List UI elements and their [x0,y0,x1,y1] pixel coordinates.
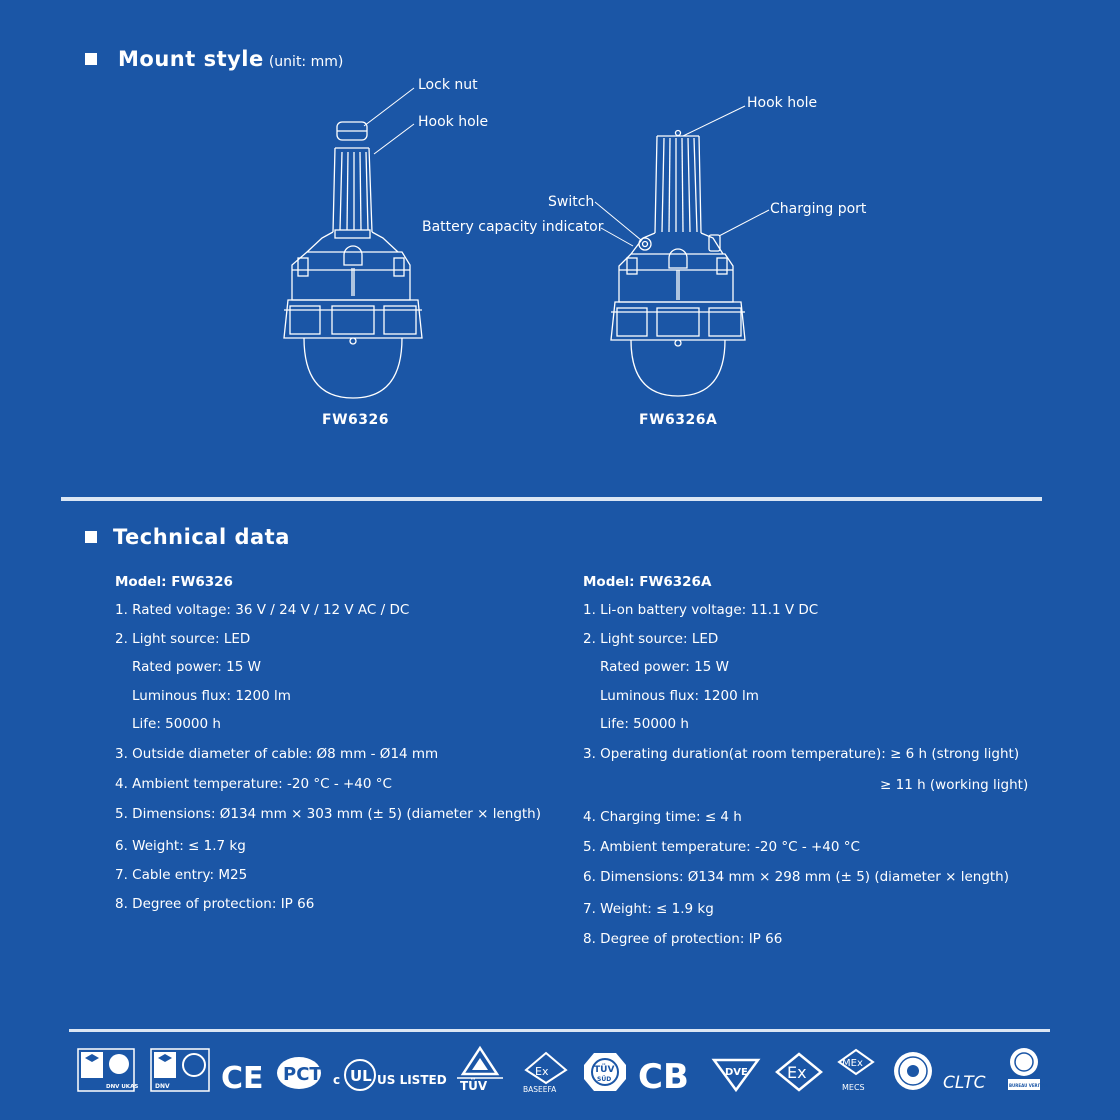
spec-line: Rated power: 15 W [132,659,261,675]
bureau-veritas-logo [1006,1046,1048,1092]
section-bullet [85,53,97,65]
spec-line: 6. Dimensions: Ø134 mm × 298 mm (± 5) (diameter × length) [583,869,1010,885]
ul-listed-text: US LISTED [377,1073,447,1087]
cltc-logo [943,1068,999,1092]
spec-line: 8. Degree of protection: IP 66 [583,931,783,947]
mount-unit: (unit: mm) [268,54,344,70]
cb-logo [638,1056,698,1097]
spec-line: 5. Dimensions: Ø134 mm × 303 mm (± 5) (diameter × length) [115,806,542,822]
spec-line: 8. Degree of protection: IP 66 [115,896,315,912]
tuv-logo [455,1046,505,1092]
callout-charging-port: Charging port [770,201,867,217]
cb-text: CB [638,1057,689,1097]
spec-line: 2. Light source: LED [583,631,719,647]
section-title-mount [118,47,343,71]
baseefa-ex-text: Ex [535,1065,549,1078]
section-bullet [85,531,97,543]
ce-logo [221,1058,265,1096]
ul-mark-text: UL [350,1067,372,1085]
spec-line: 7. Cable entry: M25 [115,867,248,883]
baseefa-text: BASEEFA [523,1085,557,1094]
mount-title: Mount style [118,47,264,71]
lamp-fw6326a-leaders [595,100,775,260]
tuv-text: TÜV [460,1079,488,1093]
ce-text: CE [221,1061,264,1096]
dnv-ukas-logo [77,1048,139,1092]
spec-line: Life: 50000 h [132,716,221,732]
footer-divider [69,1029,1050,1032]
cltc-text: CLTC [943,1073,986,1093]
spec-line: 2. Light source: LED [115,631,251,647]
pct-logo [275,1052,325,1092]
tuv-sud-logo [582,1051,628,1093]
spec-line: 3. Outside diameter of cable: Ø8 mm - Ø14 mm [115,746,439,762]
mecs-logo [836,1048,876,1094]
tuv-sud-sub-text: SÜD [597,1076,612,1083]
bureau-veritas-text: BUREAU VERITAS [1009,1083,1048,1088]
spec-line: 4. Charging time: ≤ 4 h [583,809,742,825]
spec-line: ≥ 11 h (working light) [880,777,1029,793]
model-fw6326-heading: Model: FW6326 [115,574,233,590]
spec-line: 1. Rated voltage: 36 V / 24 V / 12 V AC / DC [115,602,410,618]
baseefa-logo [520,1050,572,1094]
lamp-fw6326a-label: FW6326A [639,412,718,428]
ul-listed-logo [333,1058,447,1092]
mecs-mark-text: MEx [842,1058,863,1069]
pct-text: PCT [283,1064,322,1085]
spec-line: Life: 50000 h [600,716,689,732]
ex-logo [774,1052,824,1092]
dnv-ukas-text: DNV UKAS [106,1084,139,1090]
spec-line: 4. Ambient temperature: -20 °C - +40 °C [115,776,392,792]
dnv-logo [150,1048,210,1092]
model-fw6326a-heading: Model: FW6326A [583,574,712,590]
tech-title: Technical data [113,525,290,549]
callout-battery-indicator: Battery capacity indicator [422,219,604,235]
lamp-fw6326-label: FW6326 [322,412,389,428]
spec-line: Luminous flux: 1200 lm [600,688,759,704]
callout-lock-nut: Lock nut [418,77,478,93]
spec-line: 7. Weight: ≤ 1.9 kg [583,901,714,917]
spec-line: 1. Li-on battery voltage: 11.1 V DC [583,602,819,618]
dve-logo [710,1052,762,1092]
tuv-sud-text: TÜV [594,1065,615,1075]
spec-line: 6. Weight: ≤ 1.7 kg [115,838,246,854]
spec-line: Luminous flux: 1200 lm [132,688,291,704]
section-divider [61,497,1042,501]
dve-text: DVE [725,1067,748,1078]
spec-line: 3. Operating duration(at room temperature): ≥ 6 h (strong light) [583,746,1020,762]
seal-emblem-logo [892,1050,934,1092]
callout-hook-hole-1: Hook hole [418,114,489,130]
spec-line: 5. Ambient temperature: -20 °C - +40 °C [583,839,860,855]
callout-switch: Switch [548,194,595,210]
spec-line: Rated power: 15 W [600,659,729,675]
callout-hook-hole-2: Hook hole [747,95,818,111]
ul-c-text: c [333,1073,341,1087]
dnv-text: DNV [155,1083,170,1090]
mecs-text: MECS [842,1083,865,1092]
ex-text: Ex [787,1063,807,1082]
